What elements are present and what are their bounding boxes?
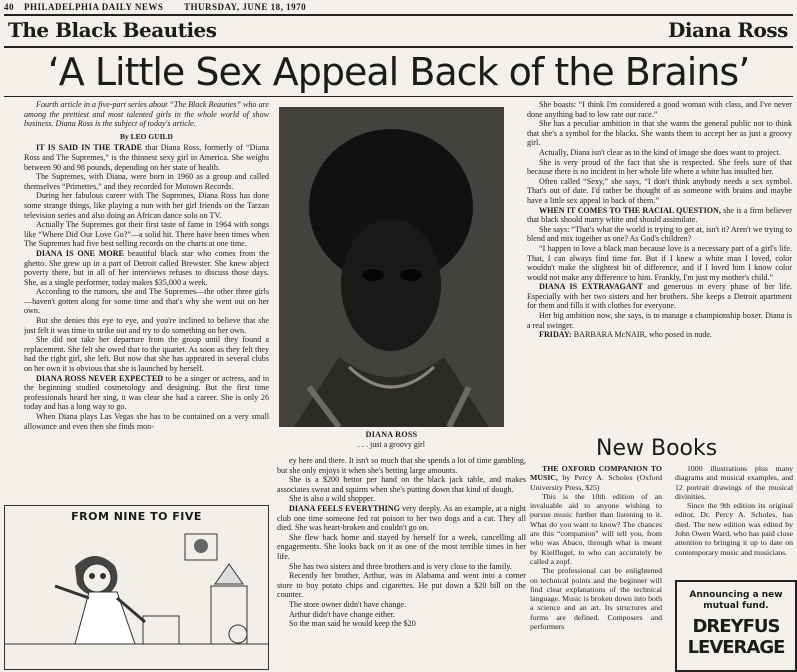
- paragraph: [675, 464, 793, 501]
- paragraph: [24, 220, 269, 249]
- paragraph-text: Her big ambition now, she says, is to manage a championship boxer. Diana is a real swinger.: [527, 311, 792, 330]
- ad-line-1: Announcing a new: [689, 590, 783, 600]
- books-column-b-body: [675, 464, 793, 557]
- headline-rule: [4, 96, 793, 97]
- paragraph-text: and generous in every phase of her life. Especially with her two sisters and her brothers. She keeps a Detroit apartment for them and fills it with clothes for everyone.: [527, 282, 792, 311]
- paragraph-lead-in: IT IS SAID IN THE TRADE: [36, 143, 143, 153]
- paragraph-text: Recently her brother, Arthur, was in Alabama and went into a corner store to buy potato chips and cigarettes. He put down a $20 bill on the counter.: [277, 571, 526, 600]
- portrait-illustration: [279, 107, 504, 427]
- paragraph: [527, 225, 792, 244]
- paragraph: [530, 566, 662, 631]
- column-3-body: [527, 100, 792, 340]
- paragraph-text: The professional can be enlightened on technical points and the beginner will find clear explanations of the technical language. Music is broken down into both a science and an art. Its structures and forms are defined. Composers and performers: [530, 566, 662, 632]
- paragraph: [527, 244, 792, 282]
- paragraph: [277, 619, 526, 629]
- books-column-b: [675, 464, 793, 576]
- paragraph-text: She has two sisters and three brothers and is very close to the family.: [289, 561, 512, 571]
- ad-line-2: mutual fund.: [703, 601, 769, 611]
- paragraph: [277, 456, 526, 475]
- books-column-a: [530, 464, 662, 668]
- paragraph-text: She did not take her departure from the group until they found a replacement. She felt she owed that to the quartet. As soon as they felt they had the right girl, she left. But now that she has appeared in several clubs on her own it is obvious that she is launched by herself.: [24, 335, 269, 374]
- paragraph-text: beautiful black star who comes from the ghetto. She grew up in a part of Detroit called Brewster. She knew abject poverty there, but in all of her interviews refuses to discuss those days. She, as a single performer, today makes $35,000 a week.: [24, 248, 269, 287]
- paragraph-text: The store owner didn't have change.: [289, 599, 406, 609]
- paragraph: [24, 374, 269, 412]
- paragraph-text: Since the 9th edition its original editor, Dr. Percy A. Scholes, has died. The new edition was edited by John Owen Ward, who has paid close attention to bringing it up to date on contemporary music and musicians.: [675, 501, 793, 557]
- paragraph: [527, 330, 792, 340]
- paragraph: [277, 562, 526, 572]
- paragraph-text: During her fabulous career with The Supremes, Diana Ross has done some strange things, like playing a nun with her girl friends on the Tarzan television series and also doing an African dance solo on TV.: [24, 191, 269, 220]
- paragraph-text: She is a $200 bettor per hand on the black jack table, and makes associates sweat and squirm when she's putting down that kind of dough.: [277, 475, 526, 494]
- paragraph: [24, 316, 269, 335]
- diana-ross-photo: [279, 107, 504, 427]
- paragraph: [24, 143, 269, 172]
- paragraph-text: that Diana Ross, formerly of “Diana Ross and The Supremes,” is the thinnest sexy girl in America. She weighs between 90 and 98 pounds, depending on her state of health.: [24, 143, 269, 172]
- paragraph-text: very deeply. As an example, at a night club one time someone fed rat poison to her two dogs and a cat. They all died. She was heart-broken and couldn't go on.: [277, 503, 526, 533]
- article-column-1: [24, 100, 269, 503]
- paragraph-lead-in: DIANA ROSS NEVER EXPECTED: [36, 373, 164, 383]
- paragraph-text: Actually The Supremes got their first taste of fame in 1964 with songs like “Where Did Our Love Go?”—a solid hit. There have been times when The Supremes had five best selling records on the charts at one time.: [24, 220, 269, 249]
- paragraph-text: ey here and there. It isn't so much that she spends a lot of time gambling, but she only enjoys it when she's betting large amounts.: [277, 456, 526, 475]
- caption-line: . . . just a groovy girl: [358, 440, 425, 449]
- section-title-left: The Black Beauties: [8, 18, 217, 42]
- article-column-2: [277, 456, 526, 668]
- column-1-body: [24, 143, 269, 431]
- folio-rule: [4, 14, 793, 16]
- paragraph: [530, 464, 662, 492]
- paragraph: [527, 119, 792, 148]
- section-rule: [4, 46, 793, 48]
- paragraph: [277, 600, 526, 610]
- paragraph: [527, 148, 792, 158]
- paragraph-text: Often called “Sexy,” she says, “I don't think anybody needs a sex symbol. That's out of date. I'd rather be thought of as someone with brains and maybe have a little sex appeal in back of them.”: [527, 176, 792, 205]
- paragraph-lead-in: WHEN IT COMES TO THE RACIAL QUESTION,: [539, 205, 721, 215]
- paragraph-text: She is also a wild shopper.: [289, 494, 375, 504]
- paragraph-text: She is very proud of the fact that she is respected. She feels sure of that because there is no incident in her whole life where a white has insulted her.: [527, 157, 792, 177]
- paragraph-text: 1000 illustrations plus many diagrams and musical examples, and 12 portrait drawings of the musical divinities.: [675, 464, 793, 501]
- paragraph: [277, 533, 526, 562]
- paragraph-text: This is the 10th edition of an invaluable aid to anyone wishing to pursue music further than listening to it. What do you want to know? The chances are this “companion” will tell you, from who was Abaco, through what is meant by Kielflugel, to who can accurately be called a zopf.: [530, 491, 662, 566]
- paragraph-lead-in: DIANA IS ONE MORE: [36, 248, 124, 258]
- paragraph-text: But she denies this eye to eye, and you're inclined to believe that she just felt it was time to strike out and try to do something on her own.: [24, 316, 269, 335]
- paragraph: [277, 504, 526, 533]
- newspaper-name: PHILADELPHIA DAILY NEWS: [24, 2, 164, 12]
- paragraph: [277, 494, 526, 504]
- comic-illustration: [5, 526, 268, 669]
- paragraph: [527, 282, 792, 311]
- books-column-a-body: [530, 464, 662, 631]
- paragraph: [527, 311, 792, 330]
- byline: By LEO GUILD: [120, 131, 173, 141]
- paragraph: [277, 475, 526, 494]
- paragraph-lead-in: DIANA FEELS EVERYTHING: [289, 503, 400, 513]
- paragraph: [24, 249, 269, 287]
- article-column-3: [527, 100, 792, 430]
- paragraph-lead-in: FRIDAY:: [539, 330, 572, 340]
- issue-date: THURSDAY, JUNE 18, 1970: [184, 2, 307, 12]
- paragraph: [24, 287, 269, 316]
- paragraph-lead-in: THE OXFORD COMPANION TO MUSIC,: [530, 464, 662, 483]
- paragraph-lead-in: DIANA IS EXTRAVAGANT: [539, 282, 643, 292]
- paragraph-text: Actually, Diana isn't clear as to the kind of image she does want to project.: [539, 147, 781, 157]
- paragraph-text: When Diana plays Las Vegas she has to be contained on a very small allowance and even then she finds mon-: [24, 412, 269, 431]
- comic-panel: [4, 505, 269, 670]
- paragraph: [24, 191, 269, 220]
- paragraph-text: by Percy A. Scholes (Oxford University Press, $25): [530, 473, 662, 492]
- paragraph: [24, 335, 269, 373]
- paragraph-text: She has a peculiar ambition in that she wants the general public not to think that she's a symbol for the blacks. She wants them to accept her as just a groovy girl.: [527, 119, 792, 148]
- dreyfus-advertisement: [675, 580, 797, 672]
- paragraph: [530, 492, 662, 566]
- paragraph-text: So the man said he would keep the $20: [289, 619, 416, 629]
- paragraph-text: BARBARA McNAIR, who posed in nude.: [571, 330, 712, 340]
- photo-caption: [279, 430, 504, 450]
- paragraph-text: She flew back home and stayed by herself for a week, cancelling all engagements. She looks back on it as one of the most terrible times in her life.: [277, 532, 526, 561]
- paragraph-text: She says: “That's what the world is trying to get at, isn't it? Aren't we trying to blend and mix together as one? As God's children?: [527, 224, 792, 244]
- paragraph-text: to be a singer or actress, and in the beginning studied cosmetology and designing. But the first time professionals heard her sing, it was clear she had a career. She is only 26 today and has a long way to go.: [24, 373, 269, 412]
- article-intro: Fourth article in a five-part series about “The Black Beauties” who are among the prettiest and most talented girls in the whole world of show business. Diana Ross is the subject of today's article.: [24, 100, 269, 129]
- paragraph-text: Arthur didn't have change either.: [289, 609, 395, 619]
- paragraph: [527, 158, 792, 177]
- page-number: 40: [4, 2, 14, 12]
- paragraph: [24, 412, 269, 431]
- caption-name: DIANA ROSS: [365, 430, 418, 439]
- paragraph: [277, 571, 526, 600]
- paragraph: [527, 100, 792, 119]
- paragraph-text: “I happen to love a black man because love is a necessary part of a girl's life. That, I can always find time for. But if I knew a white man I loved, color wouldn't make the slightest bit of difference, and if I loved him I know color would not make any difference to him. Frankly, I'm just my mother's child.”: [527, 243, 792, 282]
- paragraph-text: According to the rumors, she and The Supremes—the other three girls—haven't gotten along for some time and that's why she went out on her own.: [24, 287, 269, 316]
- ad-brand: DREYFUS LEVERAGE: [687, 616, 785, 658]
- paragraph: [675, 501, 793, 557]
- section-title-right: Diana Ross: [668, 18, 788, 42]
- paragraph-text: She boasts: “I think I'm considered a good woman with class, and I've never done anything bad to low rate our race.”: [527, 100, 792, 119]
- paragraph-text: The Supremes, with Diana, were born in 1960 as a group and called themselves “Primettes,” and they recorded for Motown Records.: [24, 172, 269, 191]
- new-books-heading: New Books: [596, 436, 718, 461]
- headline: ‘A Little Sex Appeal Back of the Brains’: [47, 50, 750, 94]
- paragraph: [277, 610, 526, 620]
- paragraph: [527, 177, 792, 206]
- paragraph-text: she is a firm believer that black should marry white and should assimilate.: [527, 205, 792, 225]
- paragraph: [527, 206, 792, 225]
- column-2-body: [277, 456, 526, 629]
- comic-title: FROM NINE TO FIVE: [71, 510, 202, 523]
- paragraph: [24, 172, 269, 191]
